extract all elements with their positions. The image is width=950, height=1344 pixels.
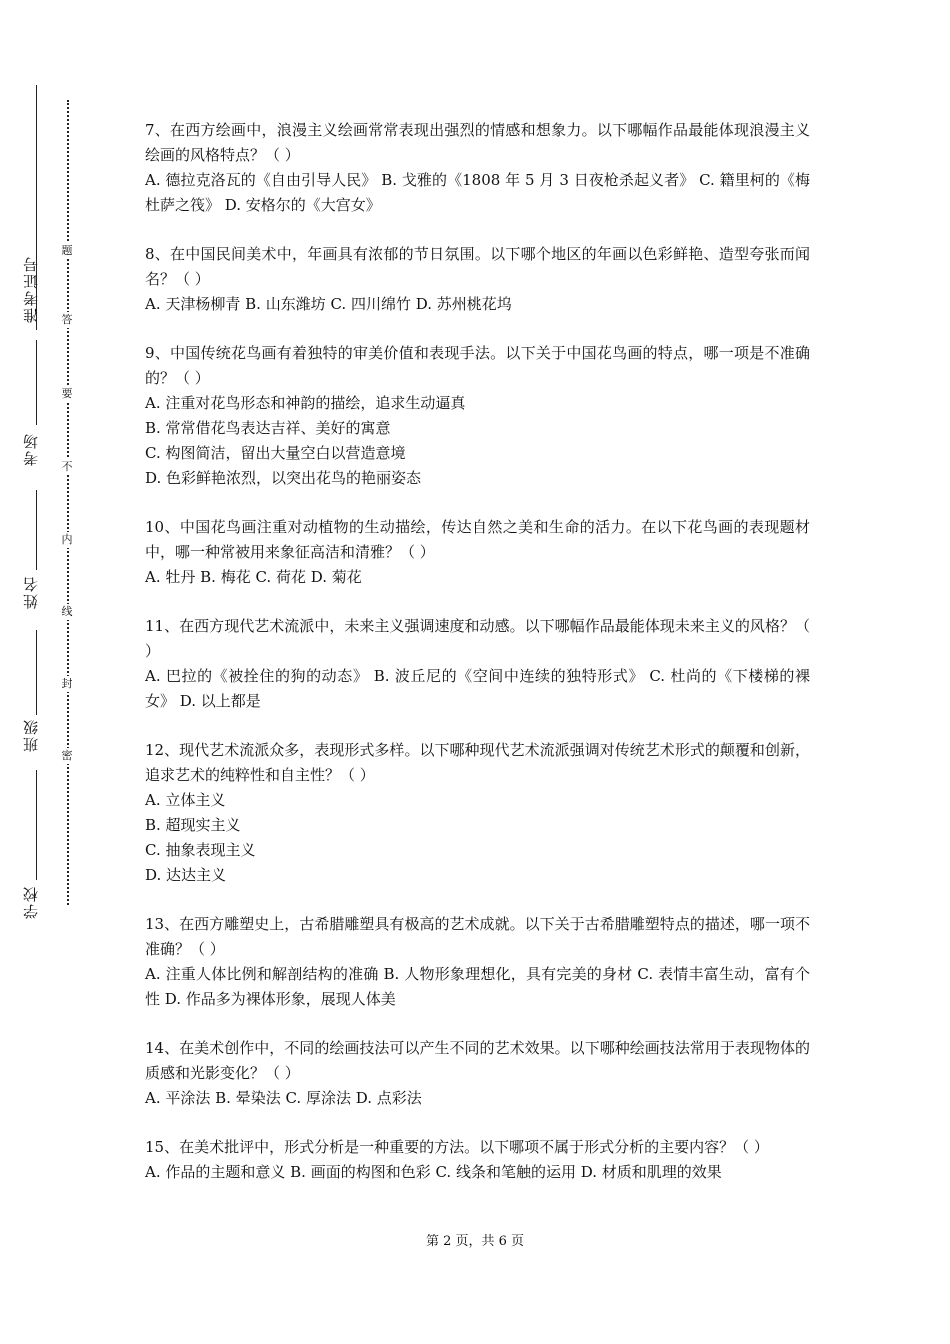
option-b: B. 常常借花鸟表达吉祥、美好的寓意 xyxy=(145,419,391,437)
margin-line-3 xyxy=(36,490,37,570)
seal-char: 不 xyxy=(59,459,75,475)
question-13 xyxy=(145,912,810,1012)
question-options: A. 注重人体比例和解剖结构的准确 B. 人物形象理想化，具有完美的身材 C. 表情丰富生动，富有个性 D. 作品多为裸体形象，展现人体美 xyxy=(145,965,810,1008)
question-8 xyxy=(145,242,810,317)
question-options: A. 巴拉的《被拴住的狗的动态》 B. 波丘尼的《空间中连续的独特形式》 C. 杜尚的《下楼梯的裸女》 D. 以上都是 xyxy=(145,667,810,710)
question-12 xyxy=(145,738,810,888)
question-7 xyxy=(145,118,810,218)
label-exam-number: 准考证号 xyxy=(22,255,40,323)
margin-line-5 xyxy=(36,770,37,880)
option-a: A. 立体主义 xyxy=(145,791,226,809)
question-options: A. 平涂法 B. 晕染法 C. 厚涂法 D. 点彩法 xyxy=(145,1089,422,1107)
page-footer: 第 2 页，共 6 页 xyxy=(425,1234,525,1249)
question-text: 11、在西方现代艺术流派中，未来主义强调速度和动感。以下哪幅作品最能体现未来主义的风格？（ ） xyxy=(145,617,810,660)
seal-char: 线 xyxy=(59,604,75,620)
seal-char: 封 xyxy=(59,676,75,692)
seal-char: 密 xyxy=(59,748,75,764)
label-exam-room: 考场 xyxy=(22,432,40,466)
question-text: 15、在美术批评中，形式分析是一种重要的方法。以下哪项不属于形式分析的主要内容？（ ） xyxy=(145,1138,769,1156)
seal-char: 内 xyxy=(59,532,75,548)
seal-char: 要 xyxy=(59,386,75,402)
question-text: 12、现代艺术流派众多，表现形式多样。以下哪种现代艺术流派强调对传统艺术形式的颠覆和创新，追求艺术的纯粹性和自主性？（ ） xyxy=(145,741,810,784)
question-list xyxy=(145,118,810,1209)
question-options: A. 德拉克洛瓦的《自由引导人民》 B. 戈雅的《1808 年 5 月 3 日夜枪杀起义者》 C. 籍里柯的《梅杜萨之筏》 D. 安格尔的《大宫女》 xyxy=(145,171,810,214)
label-class: 班级 xyxy=(22,718,40,752)
option-b: B. 超现实主义 xyxy=(145,816,241,834)
seal-char: 答 xyxy=(59,312,75,328)
question-text: 7、在西方绘画中，浪漫主义绘画常常表现出强烈的情感和想象力。以下哪幅作品最能体现浪漫主义绘画的风格特点？（ ） xyxy=(145,121,810,164)
question-15 xyxy=(145,1135,810,1185)
question-text: 13、在西方雕塑史上，古希腊雕塑具有极高的艺术成就。以下关于古希腊雕塑特点的描述，哪一项不准确？（ ） xyxy=(145,915,810,958)
option-a: A. 注重对花鸟形态和神韵的描绘，追求生动逼真 xyxy=(145,394,466,412)
question-11 xyxy=(145,614,810,714)
question-text: 9、中国传统花鸟画有着独特的审美价值和表现手法。以下关于中国花鸟画的特点，哪一项是不准确的？（ ） xyxy=(145,344,810,387)
question-options: A. 作品的主题和意义 B. 画面的构图和色彩 C. 线条和笔触的运用 D. 材质和肌理的效果 xyxy=(145,1163,722,1181)
seal-char: 题 xyxy=(59,243,75,259)
question-text: 8、在中国民间美术中，年画具有浓郁的节日氛围。以下哪个地区的年画以色彩鲜艳、造型夸张而闻名？（ ） xyxy=(145,245,810,288)
question-10 xyxy=(145,515,810,590)
label-school: 学校 xyxy=(22,885,40,919)
question-options: A. 天津杨柳青 B. 山东潍坊 C. 四川绵竹 D. 苏州桃花坞 xyxy=(145,295,512,313)
question-options: A. 牡丹 B. 梅花 C. 荷花 D. 菊花 xyxy=(145,568,362,586)
option-d: D. 色彩鲜艳浓烈，以突出花鸟的艳丽姿态 xyxy=(145,469,422,487)
option-c: C. 抽象表现主义 xyxy=(145,841,256,859)
question-14 xyxy=(145,1036,810,1111)
question-text: 14、在美术创作中，不同的绘画技法可以产生不同的艺术效果。以下哪种绘画技法常用于表现物体的质感和光影变化？（ ） xyxy=(145,1039,810,1082)
margin-line-4 xyxy=(36,630,37,715)
option-c: C. 构图简洁，留出大量空白以营造意境 xyxy=(145,444,406,462)
option-d: D. 达达主义 xyxy=(145,866,227,884)
question-text: 10、中国花鸟画注重对动植物的生动描绘，传达自然之美和生命的活力。在以下花鸟画的表现题材中，哪一种常被用来象征高洁和清雅？（ ） xyxy=(145,518,810,561)
label-name: 姓名 xyxy=(22,575,40,609)
margin-line-2 xyxy=(36,340,37,425)
seal-dotted-line xyxy=(67,100,69,905)
question-9 xyxy=(145,341,810,491)
